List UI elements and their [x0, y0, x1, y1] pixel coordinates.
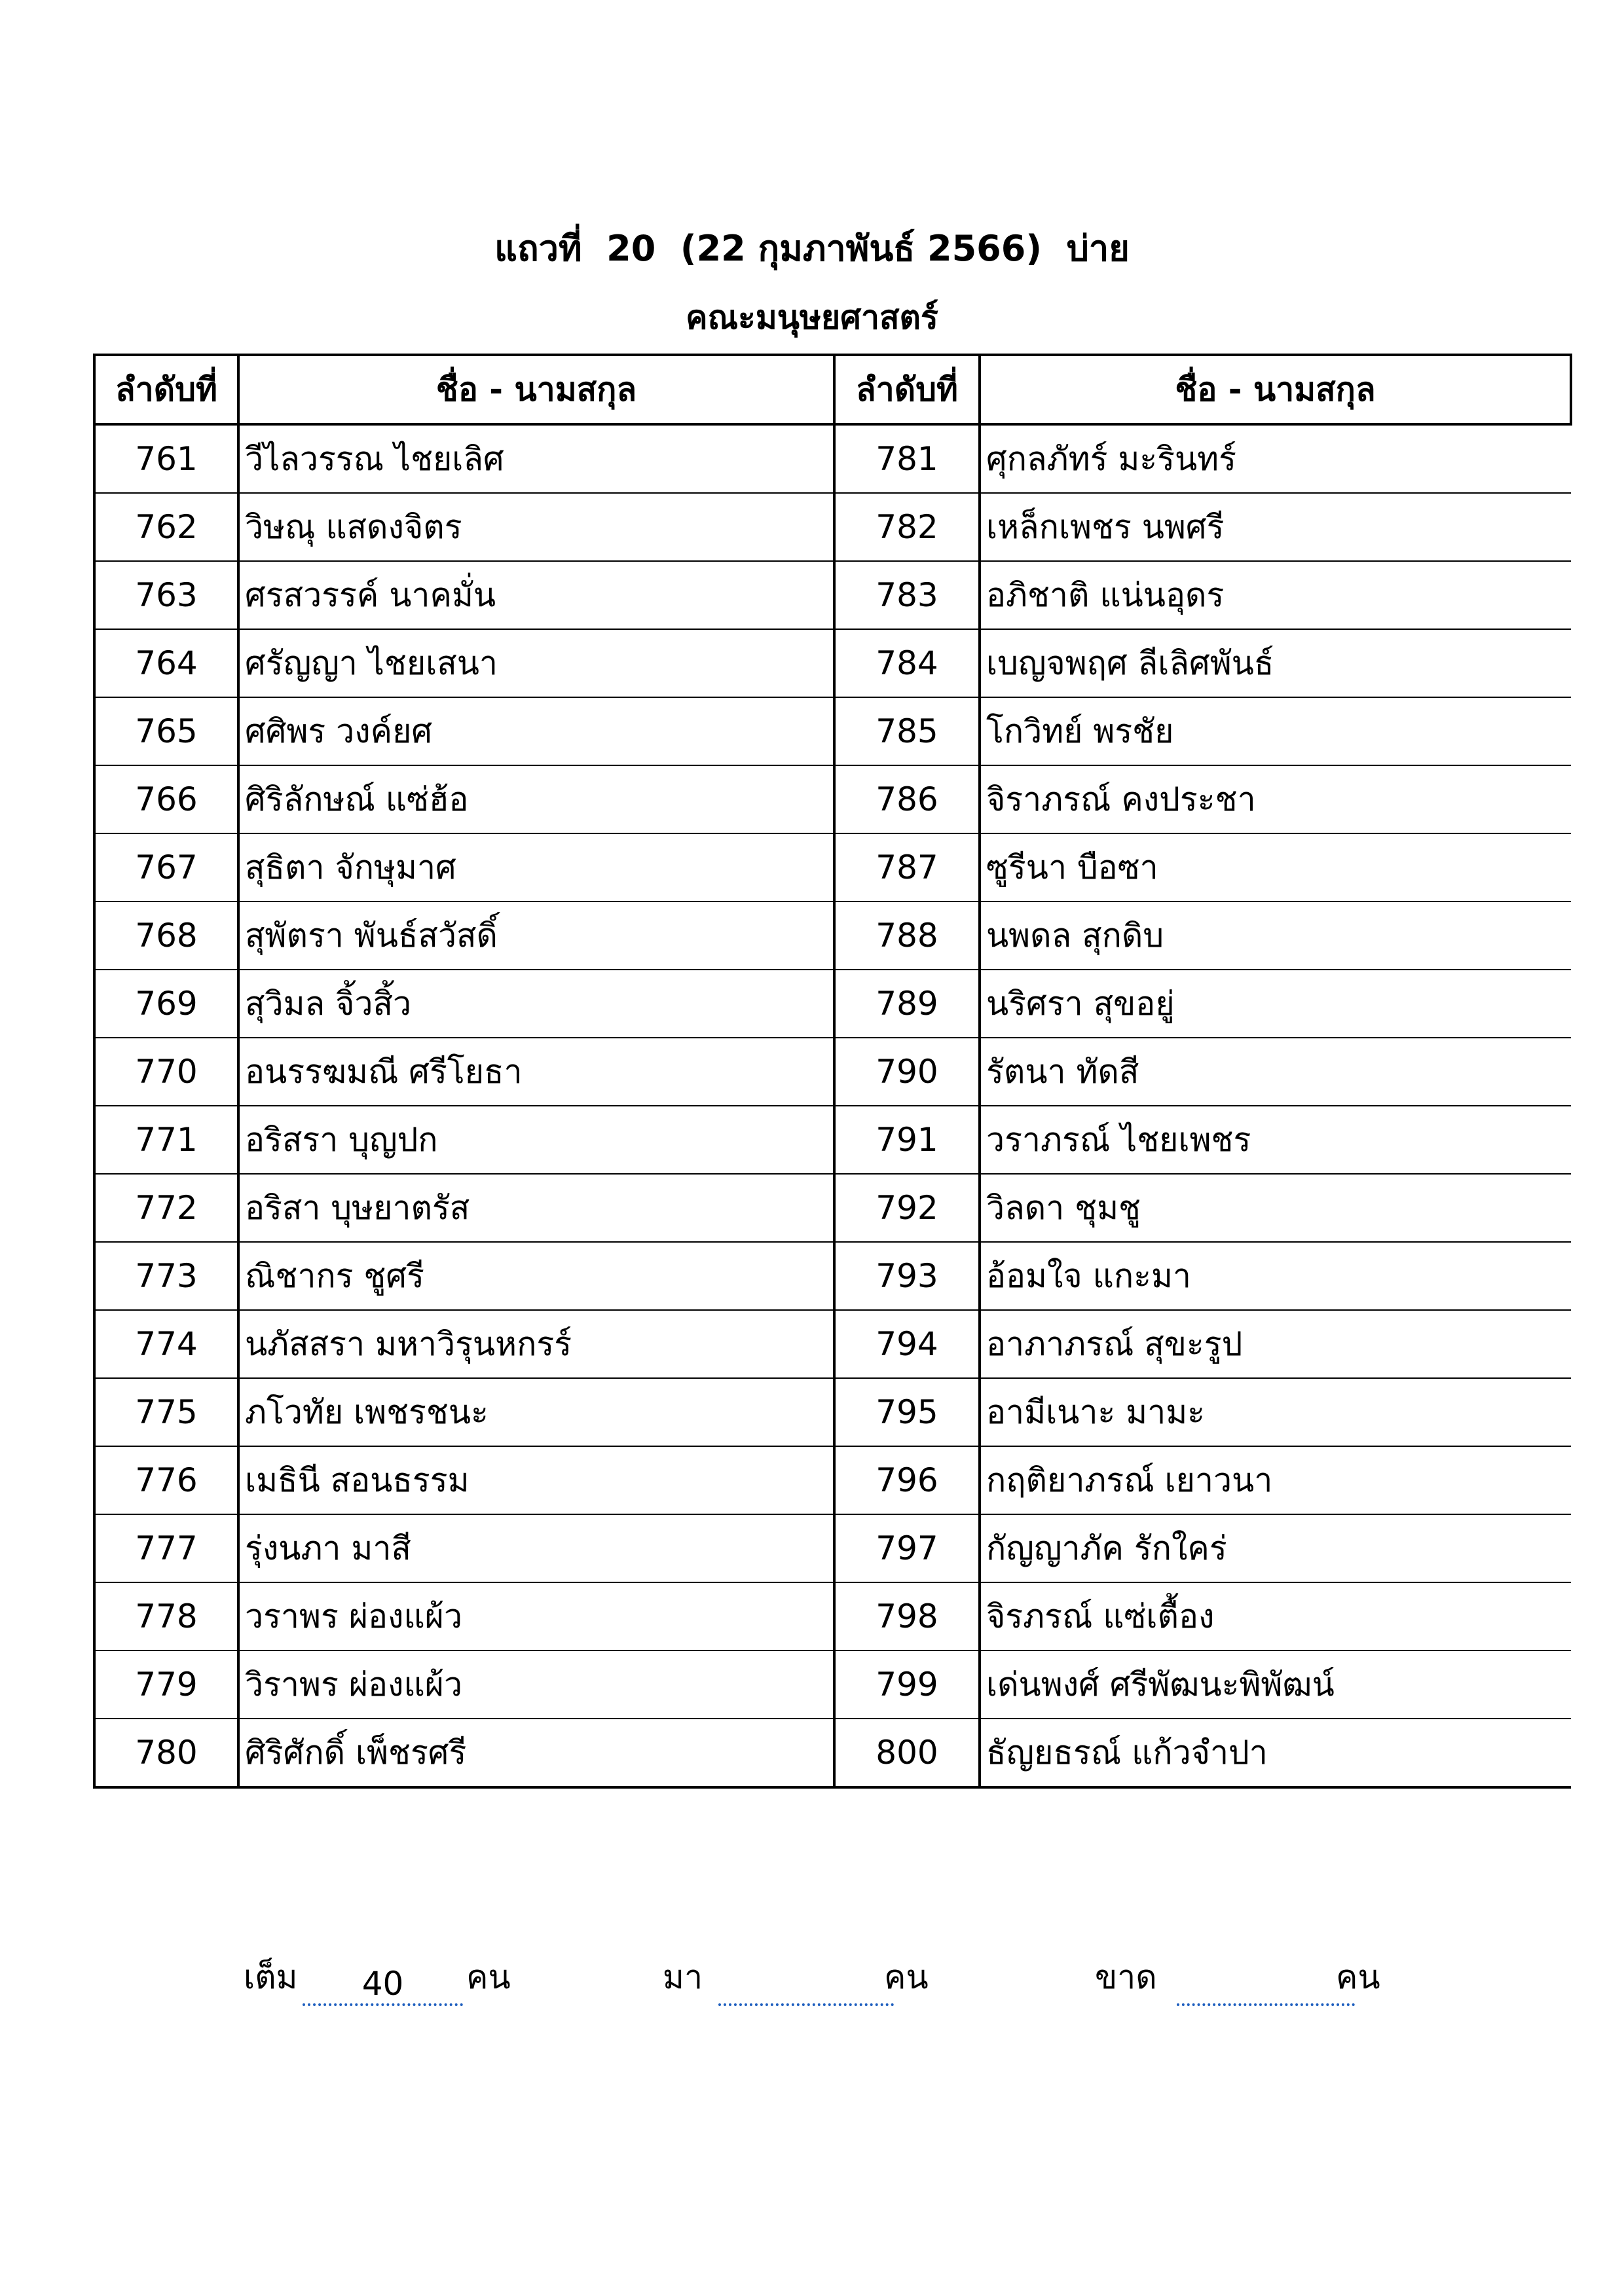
- student-name-left: วิราพร ผ่องแผ้ว: [238, 1650, 834, 1719]
- table-row: [94, 1446, 1571, 1514]
- order-number-left: 767: [94, 833, 238, 902]
- order-number-left: 761: [94, 424, 238, 493]
- student-name-right: อาภาภรณ์ สุขะรูป: [980, 1310, 1571, 1378]
- student-name-right: วราภรณ์ ไชยเพชร: [980, 1106, 1571, 1174]
- student-name-left: อนรรฆมณี ศรีโยธา: [238, 1038, 834, 1106]
- order-number-right: 789: [834, 970, 980, 1038]
- student-name-left: วราพร ผ่องแผ้ว: [238, 1582, 834, 1650]
- student-name-right: กฤติยาภรณ์ เยาวนา: [980, 1446, 1571, 1514]
- student-name-left: ศรสวรรค์ นาคมั่น: [238, 561, 834, 629]
- table-row: [94, 765, 1571, 833]
- order-number-left: 774: [94, 1310, 238, 1378]
- student-name-left: ศศิพร วงค์ยศ: [238, 697, 834, 765]
- student-name-right: รัตนา ทัดสี: [980, 1038, 1571, 1106]
- order-number-right: 783: [834, 561, 980, 629]
- order-number-left: 770: [94, 1038, 238, 1106]
- student-name-left: อริสรา บุญปก: [238, 1106, 834, 1174]
- student-name-right: เหล็กเพชร นพศรี: [980, 493, 1571, 561]
- student-name-left: สุวิมล จิ้วสิ้ว: [238, 970, 834, 1038]
- student-name-left: สุพัตรา พันธ์สวัสดิ์: [238, 902, 834, 970]
- attendance-table: [93, 354, 1572, 1789]
- table-row: [94, 1242, 1571, 1310]
- table-row: [94, 1378, 1571, 1446]
- order-number-right: 793: [834, 1242, 980, 1310]
- table-row: [94, 1310, 1571, 1378]
- student-name-left: วีไลวรรณ ไชยเลิศ: [238, 424, 834, 493]
- order-number-right: 792: [834, 1174, 980, 1242]
- page-title: แถวที่ 20 (22 กุมภาพันธ์ 2566) บ่าย: [494, 228, 1130, 269]
- full-label: เต็ม: [244, 1958, 298, 1996]
- order-number-left: 773: [94, 1242, 238, 1310]
- table-row: [94, 1038, 1571, 1106]
- order-number-right: 786: [834, 765, 980, 833]
- absent-count-field[interactable]: [1177, 1964, 1355, 2006]
- student-name-left: นภัสสรา มหาวิรุนหกรร์: [238, 1310, 834, 1378]
- student-name-right: อามีเนาะ มามะ: [980, 1378, 1571, 1446]
- order-number-right: 795: [834, 1378, 980, 1446]
- student-name-left: ศิริลักษณ์ แซ่ฮ้อ: [238, 765, 834, 833]
- order-number-left: 777: [94, 1514, 238, 1582]
- column-header-order-left: ลำดับที่: [94, 355, 238, 424]
- table-row: [94, 833, 1571, 902]
- student-name-right: ศุกลภัทร์ มะรินทร์: [980, 424, 1571, 493]
- student-name-right: เบญจพฤศ ลีเลิศพันธ์: [980, 629, 1571, 697]
- absent-label: ขาด: [1095, 1958, 1157, 1996]
- order-number-right: 796: [834, 1446, 980, 1514]
- order-number-right: 787: [834, 833, 980, 902]
- order-number-right: 800: [834, 1719, 980, 1787]
- order-number-left: 763: [94, 561, 238, 629]
- column-header-name-left: ชื่อ - นามสกุล: [238, 355, 834, 424]
- order-number-right: 791: [834, 1106, 980, 1174]
- table-row: [94, 1106, 1571, 1174]
- table-header-row: [94, 355, 1571, 424]
- student-name-right: นพดล สุกดิบ: [980, 902, 1571, 970]
- table-row: [94, 629, 1571, 697]
- order-number-left: 778: [94, 1582, 238, 1650]
- present-label: มา: [663, 1958, 703, 1996]
- table-row: [94, 970, 1571, 1038]
- student-name-right: เด่นพงศ์ ศรีพัฒนะพิพัฒน์: [980, 1650, 1571, 1719]
- student-name-left: สุธิตา จักษุมาศ: [238, 833, 834, 902]
- student-name-right: กัญญาภัค รักใคร่: [980, 1514, 1571, 1582]
- student-name-right: นริศรา สุขอยู่: [980, 970, 1571, 1038]
- order-number-right: 788: [834, 902, 980, 970]
- table-row: [94, 697, 1571, 765]
- table-row: [94, 902, 1571, 970]
- absent-unit: คน: [1336, 1958, 1380, 1996]
- table-row: [94, 1719, 1571, 1787]
- column-header-order-right: ลำดับที่: [834, 355, 980, 424]
- table-row: [94, 1650, 1571, 1719]
- table-row: [94, 493, 1571, 561]
- student-name-left: ศรัญญา ไชยเสนา: [238, 629, 834, 697]
- table-row: [94, 1174, 1571, 1242]
- order-number-right: 785: [834, 697, 980, 765]
- student-name-left: อริสา บุษยาตรัส: [238, 1174, 834, 1242]
- order-number-left: 764: [94, 629, 238, 697]
- student-name-right: ซูรีนา บือซา: [980, 833, 1571, 902]
- order-number-left: 776: [94, 1446, 238, 1514]
- order-number-left: 766: [94, 765, 238, 833]
- student-name-right: ธัญยธรณ์ แก้วจำปา: [980, 1719, 1571, 1787]
- student-name-left: วิษณุ แสดงจิตร: [238, 493, 834, 561]
- order-number-left: 765: [94, 697, 238, 765]
- column-header-name-right: ชื่อ - นามสกุล: [980, 355, 1571, 424]
- student-name-right: วิลดา ชุมชู: [980, 1174, 1571, 1242]
- student-name-right: โกวิทย์ พรชัย: [980, 697, 1571, 765]
- student-name-right: อ้อมใจ แกะมา: [980, 1242, 1571, 1310]
- order-number-right: 790: [834, 1038, 980, 1106]
- student-name-right: จิราภรณ์ คงประชา: [980, 765, 1571, 833]
- table-row: [94, 1514, 1571, 1582]
- present-count-field[interactable]: [718, 1964, 894, 2006]
- order-number-left: 768: [94, 902, 238, 970]
- student-name-left: เมธินี สอนธรรม: [238, 1446, 834, 1514]
- order-number-left: 779: [94, 1650, 238, 1719]
- order-number-right: 782: [834, 493, 980, 561]
- full-unit: คน: [466, 1958, 511, 1996]
- order-number-right: 781: [834, 424, 980, 493]
- order-number-right: 798: [834, 1582, 980, 1650]
- order-number-left: 772: [94, 1174, 238, 1242]
- student-name-left: ณิชากร ชูศรี: [238, 1242, 834, 1310]
- order-number-right: 799: [834, 1650, 980, 1719]
- table-row: [94, 424, 1571, 493]
- order-number-right: 794: [834, 1310, 980, 1378]
- student-name-left: รุ่งนภา มาสี: [238, 1514, 834, 1582]
- full-count-field: 40: [303, 1964, 463, 2006]
- order-number-left: 780: [94, 1719, 238, 1787]
- student-name-left: ภโวทัย เพชรชนะ: [238, 1378, 834, 1446]
- order-number-left: 775: [94, 1378, 238, 1446]
- table-row: [94, 1582, 1571, 1650]
- table-row: [94, 561, 1571, 629]
- order-number-left: 762: [94, 493, 238, 561]
- faculty-subtitle: คณะมนุษยศาสตร์: [686, 299, 938, 337]
- order-number-left: 771: [94, 1106, 238, 1174]
- student-name-left: ศิริศักดิ์ เพ็ชรศรี: [238, 1719, 834, 1787]
- student-name-right: จิรภรณ์ แซ่เตื้อง: [980, 1582, 1571, 1650]
- order-number-right: 784: [834, 629, 980, 697]
- present-unit: คน: [884, 1958, 929, 1996]
- order-number-right: 797: [834, 1514, 980, 1582]
- student-name-right: อภิชาติ แน่นอุดร: [980, 561, 1571, 629]
- order-number-left: 769: [94, 970, 238, 1038]
